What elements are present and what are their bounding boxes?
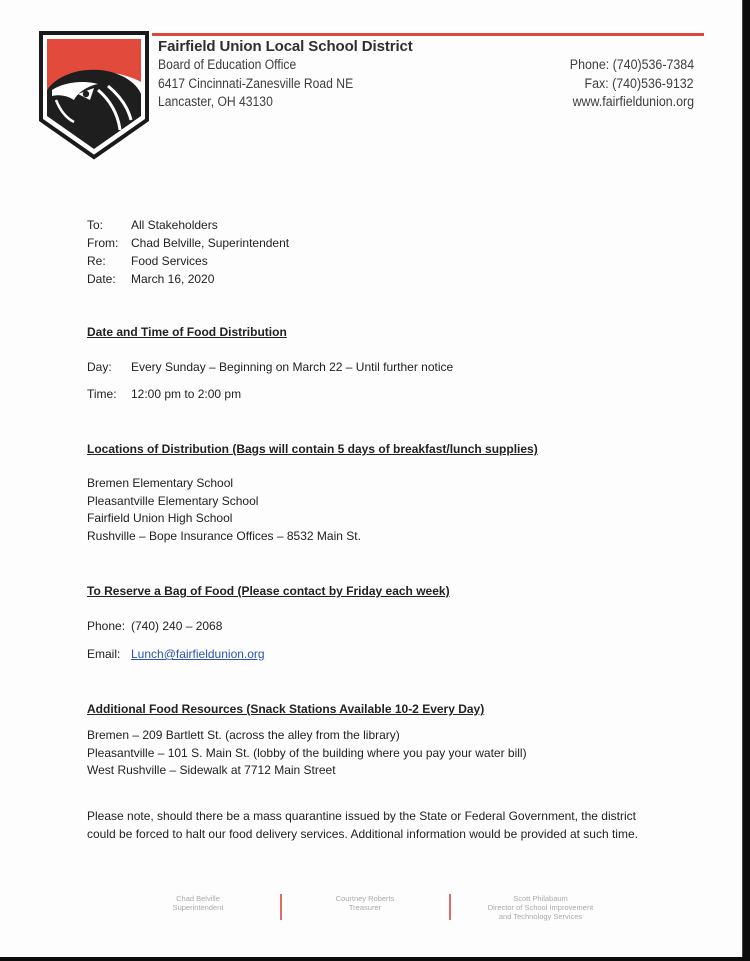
falcon-logo <box>38 30 150 160</box>
resources-list <box>87 727 527 780</box>
phone-label: Phone: <box>87 619 126 633</box>
footer-title: Director of School Improvement and Technology Services <box>487 903 594 921</box>
time-value: 12:00 pm to 2:00 pm <box>131 387 242 401</box>
to-label: To: <box>87 218 104 232</box>
phone-number: Phone: (740)536-7384 <box>569 57 694 72</box>
closing-note: Please note, should there be a mass quarantine issued by the State or Federal Government, the district could be forced to halt our food delivery services. Additional information would be provided at such time. <box>87 809 638 841</box>
distribution-heading: Date and Time of Food Distribution <box>87 325 287 339</box>
footer-title: Treasurer <box>348 903 382 912</box>
footer-divider <box>449 894 451 920</box>
from-value: Chad Belville, Superintendent <box>131 236 290 250</box>
date-label: Date: <box>87 272 116 286</box>
list-item: Fairfield Union High School <box>87 511 233 525</box>
footer-person-1 <box>148 894 248 912</box>
locations-heading: Locations of Distribution (Bags will contain 5 days of breakfast/lunch supplies) <box>87 442 538 456</box>
letterhead-rule <box>152 33 704 36</box>
distribution-time <box>87 386 241 404</box>
locations-list <box>87 475 361 545</box>
fax-number: Fax: (740)536-9132 <box>584 76 694 91</box>
office-name: Board of Education Office <box>158 57 297 72</box>
reserve-heading: To Reserve a Bag of Food (Please contact by Friday each week) <box>87 584 450 598</box>
footer-person-2 <box>315 894 415 912</box>
footer-title: Superintendent <box>172 903 224 912</box>
address-line1: 6417 Cincinnati-Zanesville Road NE <box>158 76 354 91</box>
re-label: Re: <box>87 254 106 268</box>
to-value: All Stakeholders <box>131 218 218 232</box>
footer-name: Courtney Roberts <box>335 894 395 903</box>
reserve-phone <box>87 618 222 636</box>
list-item: West Rushville – Sidewalk at 7712 Main Street <box>87 763 336 777</box>
resources-heading: Additional Food Resources (Snack Stations Available 10-2 Every Day) <box>87 702 485 716</box>
reserve-phone-value: (740) 240 – 2068 <box>131 619 223 633</box>
time-label: Time: <box>87 387 117 401</box>
footer-person-3 <box>483 894 598 921</box>
list-item: Rushville – Bope Insurance Offices – 8532 Main St. <box>87 528 361 543</box>
list-item: Bremen – 209 Bartlett St. (across the alley from the library) <box>87 728 400 742</box>
reserve-email <box>87 646 265 664</box>
day-value: Every Sunday – Beginning on March 22 – Until further notice <box>131 360 454 374</box>
org-name: Fairfield Union Local School District <box>158 38 413 55</box>
website[interactable]: www.fairfieldunion.org <box>572 94 694 109</box>
re-value: Food Services <box>131 254 208 268</box>
list-item: Pleasantville Elementary School <box>87 493 259 508</box>
footer-name: Scott Philabaum <box>513 894 568 903</box>
day-label: Day: <box>87 360 112 374</box>
list-item: Pleasantville – 101 S. Main St. (lobby of the building where you pay your water bill) <box>87 745 527 760</box>
from-label: From: <box>87 236 119 250</box>
memo-header <box>87 216 289 288</box>
date-value: March 16, 2020 <box>131 272 215 286</box>
distribution-day <box>87 359 453 377</box>
footer-name: Chad Belville <box>176 894 220 903</box>
email-label: Email: <box>87 647 121 661</box>
email-link[interactable]: Lunch@fairfieldunion.org <box>131 647 265 661</box>
footer-divider <box>280 894 282 920</box>
list-item: Bremen Elementary School <box>87 476 234 490</box>
address-line2: Lancaster, OH 43130 <box>158 94 273 109</box>
